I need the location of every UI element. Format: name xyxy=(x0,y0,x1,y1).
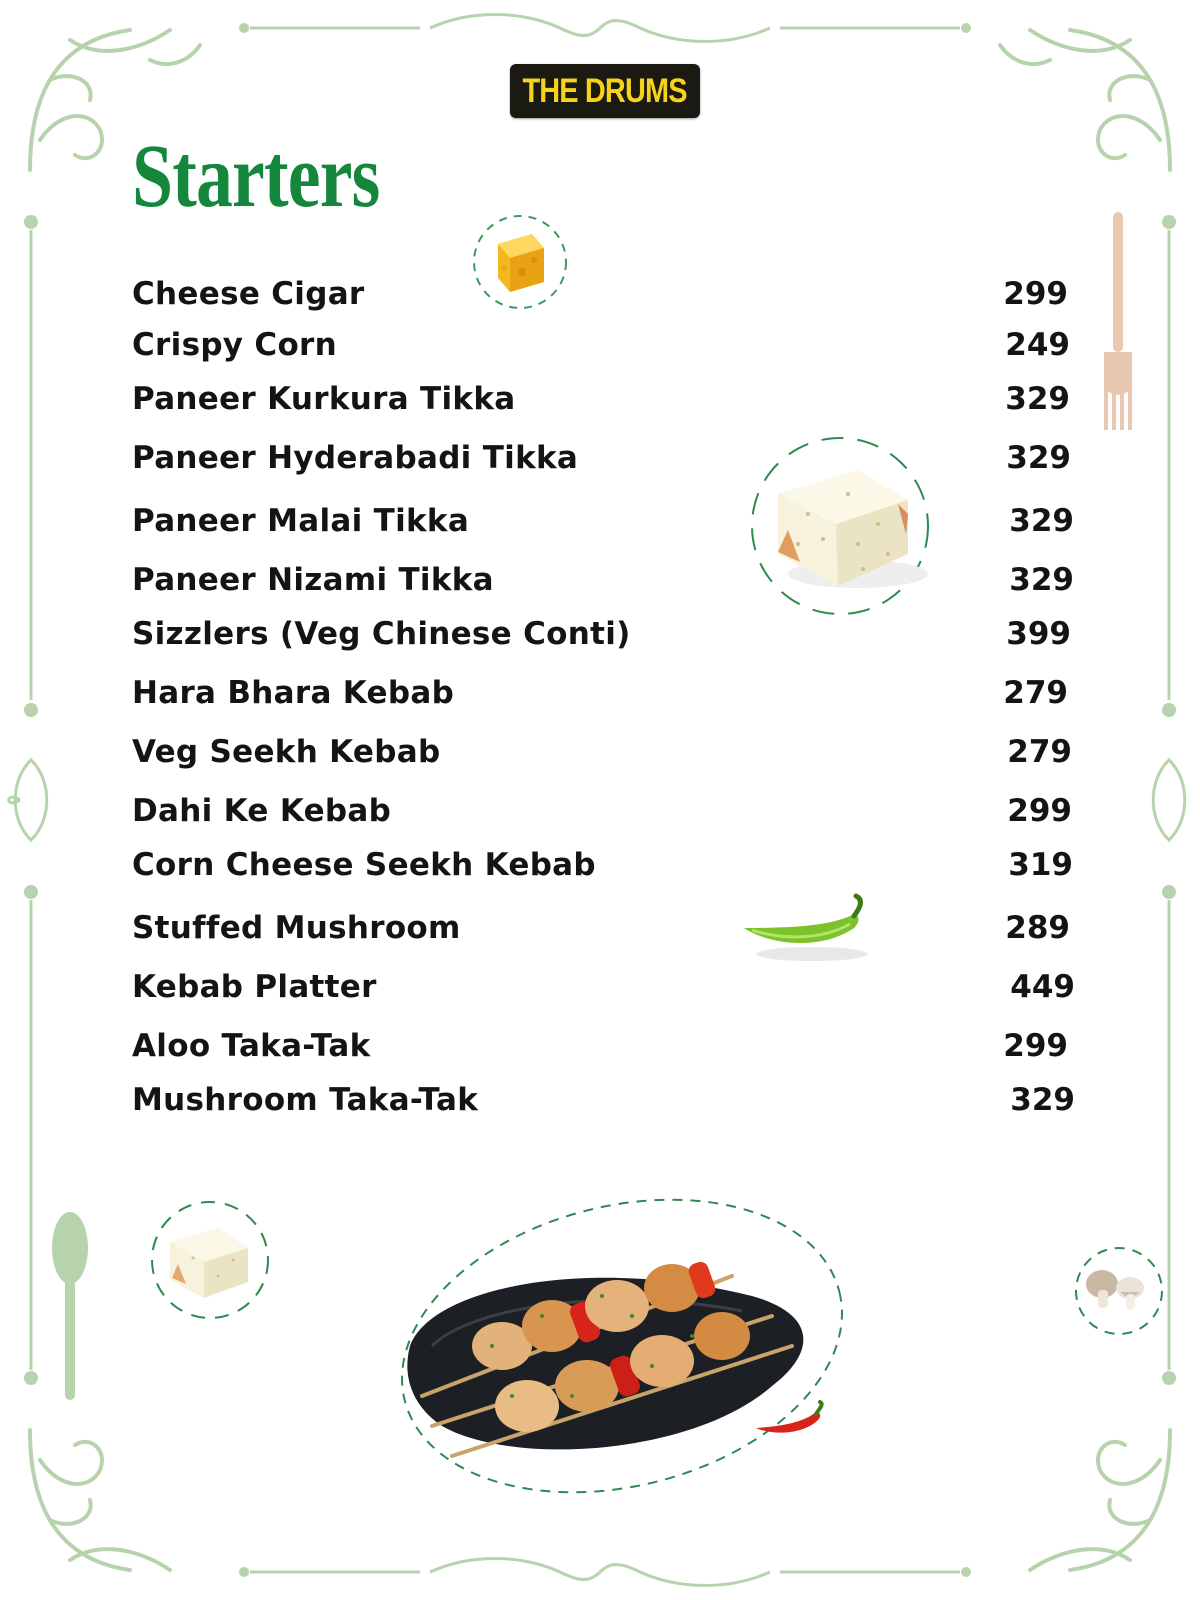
spoon-icon xyxy=(48,1212,92,1402)
menu-item xyxy=(132,793,1072,837)
menu-item-name: Sizzlers (Veg Chinese Conti) xyxy=(132,616,631,652)
cheese-image xyxy=(470,212,570,312)
menu-item-price: 279 xyxy=(1003,675,1068,711)
menu-item-price: 319 xyxy=(1008,847,1073,883)
paneer-image xyxy=(148,1198,272,1322)
menu-item-price: 329 xyxy=(1010,1082,1075,1118)
menu-item-name: Paneer Malai Tikka xyxy=(132,503,470,539)
menu-item-name: Hara Bhara Kebab xyxy=(132,675,455,711)
brand-logo xyxy=(510,64,700,118)
menu-item-name: Paneer Kurkura Tikka xyxy=(132,381,516,417)
menu-item-name: Mushroom Taka-Tak xyxy=(132,1082,479,1118)
menu-item xyxy=(132,1082,1075,1126)
menu-item-price: 329 xyxy=(1005,381,1070,417)
menu-item xyxy=(132,847,1072,891)
menu-item-name: Paneer Hyderabadi Tikka xyxy=(132,440,579,476)
section-title: Starters xyxy=(132,127,380,226)
menu-item-price: 279 xyxy=(1007,734,1072,770)
menu-item xyxy=(132,675,1072,719)
menu-item-name: Crispy Corn xyxy=(132,327,338,363)
menu-item-name: Stuffed Mushroom xyxy=(132,910,461,946)
fork-icon xyxy=(1098,212,1138,432)
brand-logo-text: THE DRUMS xyxy=(522,71,688,110)
menu-item-price: 299 xyxy=(1007,793,1072,829)
paneer-image xyxy=(748,434,938,624)
menu-item xyxy=(132,381,1072,425)
menu-item-name: Cheese Cigar xyxy=(132,276,365,312)
menu-item-name: Kebab Platter xyxy=(132,969,377,1005)
menu-item xyxy=(132,969,1075,1013)
menu-item-price: 299 xyxy=(1003,1028,1068,1064)
menu-item-name: Aloo Taka-Tak xyxy=(132,1028,371,1064)
menu-item-name: Paneer Nizami Tikka xyxy=(132,562,494,598)
kebab-platter-image xyxy=(392,1196,852,1496)
menu-item-name: Dahi Ke Kebab xyxy=(132,793,392,829)
mushroom-image xyxy=(1072,1244,1166,1338)
menu-item-price: 289 xyxy=(1005,910,1070,946)
menu-item-name: Veg Seekh Kebab xyxy=(132,734,441,770)
menu-item xyxy=(132,1028,1072,1072)
menu-item xyxy=(132,910,1072,954)
menu-item-price: 329 xyxy=(1009,562,1074,598)
menu-item-price: 299 xyxy=(1003,276,1068,312)
menu-item-price: 249 xyxy=(1005,327,1070,363)
red-chili-image xyxy=(754,1400,834,1440)
menu-item xyxy=(132,276,1072,320)
menu-item xyxy=(132,734,1072,778)
menu-item xyxy=(132,327,1072,371)
green-chili-image xyxy=(742,892,882,964)
menu-item-price: 399 xyxy=(1006,616,1071,652)
menu-item-price: 449 xyxy=(1010,969,1075,1005)
menu-item-name: Corn Cheese Seekh Kebab xyxy=(132,847,596,883)
menu-item-price: 329 xyxy=(1009,503,1074,539)
menu-item-price: 329 xyxy=(1006,440,1071,476)
